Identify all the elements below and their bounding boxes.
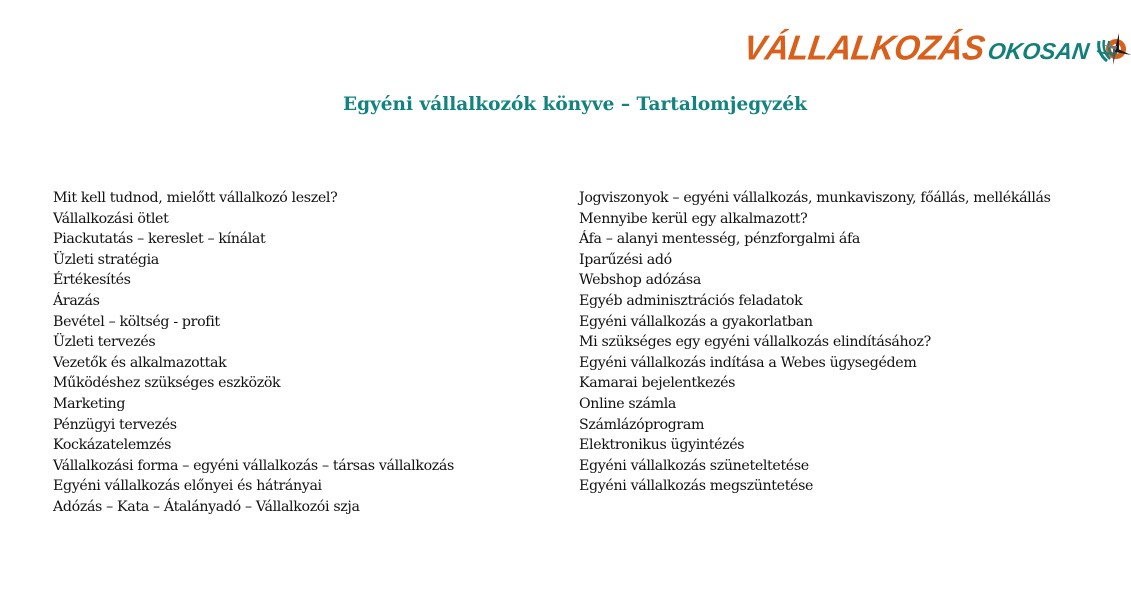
toc-left-column — [53, 188, 454, 518]
toc-item: Árazás — [53, 292, 100, 309]
toc-item: Bevétel – költség - profit — [53, 313, 220, 330]
document-title: Egyéni vállalkozók könyve – Tartalomjegyzék — [343, 94, 807, 115]
toc-item: Kockázatelemzés — [53, 437, 172, 454]
toc-right-column — [579, 188, 1051, 497]
toc-item: Vezetők és alkalmazottak — [53, 354, 227, 371]
toc-item: Egyéni vállalkozás megszüntetése — [579, 478, 814, 495]
toc-item: Üzleti stratégia — [53, 251, 159, 268]
toc-item: Online számla — [579, 395, 677, 412]
toc-item: Marketing — [53, 395, 126, 412]
toc-item: Iparűzési adó — [579, 251, 672, 268]
toc-item: Piackutatás – kereslet – kínálat — [53, 231, 266, 248]
toc-item: Mit kell tudnod, mielőtt vállalkozó leszel? — [53, 190, 338, 206]
toc-item: Számlázóprogram — [579, 416, 705, 433]
toc-item: Pénzügyi tervezés — [53, 416, 177, 433]
toc-item: Egyéb adminisztrációs feladatok — [579, 292, 803, 309]
toc-item: Elektronikus ügyintézés — [579, 437, 745, 454]
toc-item: Áfa – alanyi mentesség, pénzforgalmi áfa — [579, 231, 861, 248]
toc-item: Jogviszonyok – egyéni vállalkozás, munkaviszony, főállás, mellékállás — [579, 190, 1051, 206]
toc-item: Mi szükséges egy egyéni vállalkozás elindításához? — [579, 334, 931, 351]
toc-item: Egyéni vállalkozás indítása a Webes ügysegédem — [579, 354, 917, 371]
toc-item: Egyéni vállalkozás előnyei és hátrányai — [53, 478, 322, 495]
logo-sub-text: OKOSAN — [986, 38, 1091, 64]
logo-main-text: VÁLLALKOZÁS — [741, 28, 987, 67]
toc-item: Üzleti tervezés — [53, 334, 156, 351]
toc-item: Webshop adózása — [579, 272, 701, 289]
toc-item: Vállalkozási forma – egyéni vállalkozás – társas vállalkozás — [53, 457, 454, 474]
toc-item: Egyéni vállalkozás a gyakorlatban — [579, 313, 813, 330]
toc-item: Működéshez szükséges eszközök — [53, 375, 281, 392]
toc-item: Vállalkozási ötlet — [53, 210, 169, 227]
toc-item: Mennyibe kerül egy alkalmazott? — [579, 210, 808, 227]
toc-item: Kamarai bejelentkezés — [579, 375, 736, 392]
compass-globe-icon — [1093, 31, 1131, 67]
toc-item: Egyéni vállalkozás szüneteltetése — [579, 457, 809, 474]
toc-item: Értékesítés — [53, 272, 131, 289]
brand-logo — [741, 28, 1131, 68]
toc-item: Adózás – Kata – Átalányadó – Vállalkozói szja — [53, 498, 360, 515]
